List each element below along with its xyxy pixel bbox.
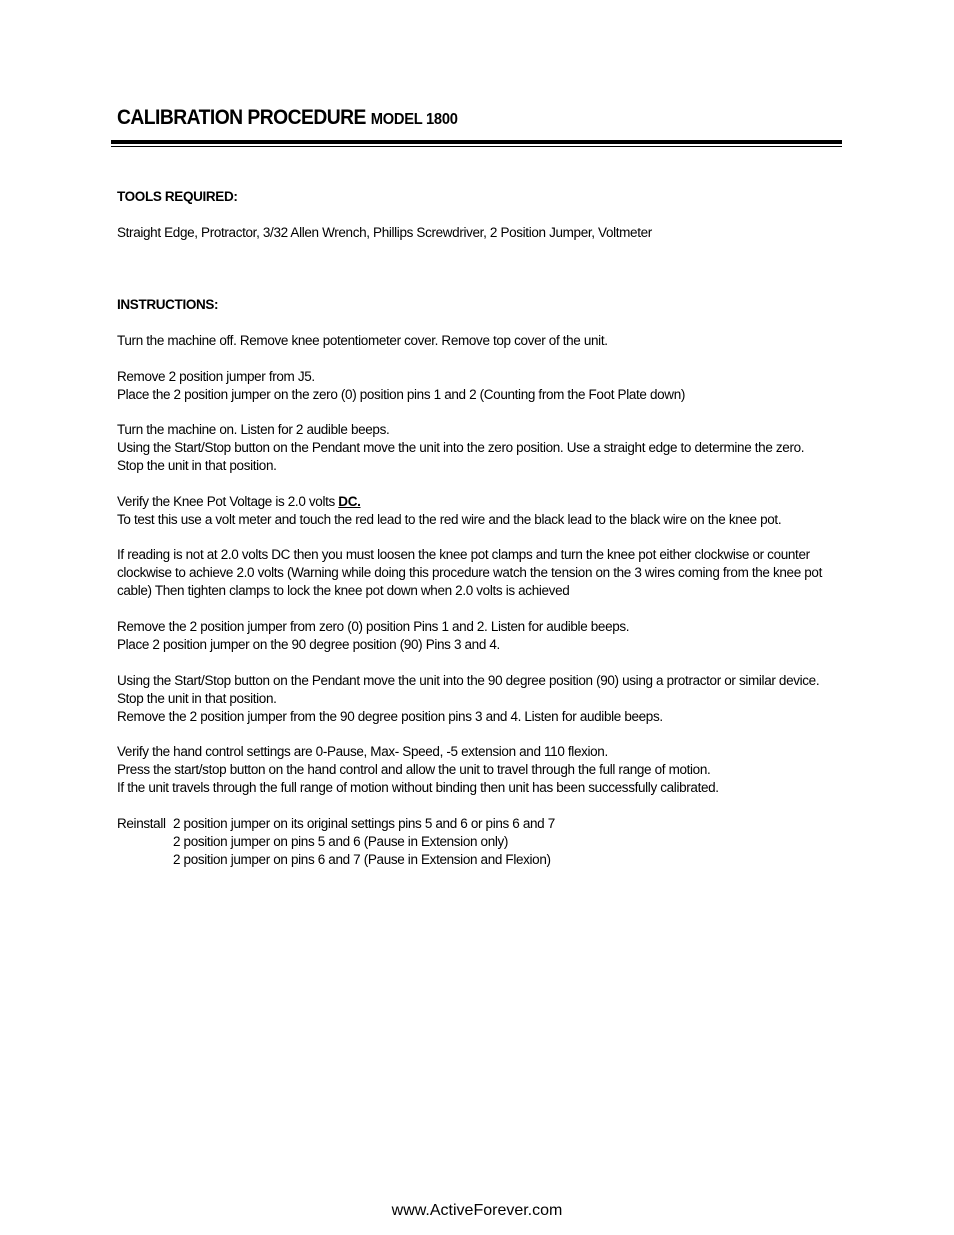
tools-heading: TOOLS REQUIRED:	[117, 189, 238, 204]
reinstall-line: 2 position jumper on pins 6 and 7 (Pause in Extension and Flexion)	[173, 852, 551, 867]
instruction-step-8	[117, 743, 719, 797]
reinstall-label: Reinstall	[117, 816, 166, 831]
footer-url: www.ActiveForever.com	[391, 1202, 563, 1219]
instruction-line: Stop the unit in that position.	[117, 458, 277, 473]
instruction-line: Verify the hand control settings are 0-Pause, Max- Speed, -5 extension and 110 flexion.	[117, 744, 608, 759]
instruction-line: Remove the 2 position jumper from the 90 degree position pins 3 and 4. Listen for audible beeps.	[117, 709, 663, 724]
header-rule-thick	[111, 140, 842, 144]
instruction-line: cable) Then tighten clamps to lock the knee pot down when 2.0 volts is achieved	[117, 583, 570, 598]
reinstall-line: 2 position jumper on pins 5 and 6 (Pause in Extension only)	[173, 834, 509, 849]
instruction-step-1	[117, 332, 608, 350]
instruction-line: Remove 2 position jumper from J5.	[117, 369, 315, 384]
page-title	[117, 104, 458, 134]
instruction-line: Using the Start/Stop button on the Pendant move the unit into the 90 degree position (90) using a protractor or similar device.	[117, 673, 820, 688]
instruction-line: Stop the unit in that position.	[117, 691, 277, 706]
instruction-step-7	[117, 672, 819, 726]
instruction-step-2	[117, 368, 685, 404]
tools-list	[117, 224, 652, 242]
instructions-heading: INSTRUCTIONS:	[117, 297, 219, 312]
dc-emphasis: DC.	[338, 494, 361, 509]
instruction-line: Remove the 2 position jumper from zero (0) position Pins 1 and 2. Listen for audible beeps.	[117, 619, 630, 634]
instruction-step-5	[117, 546, 822, 600]
voltage-text: Verify the Knee Pot Voltage is 2.0 volts	[117, 494, 339, 509]
instruction-line: To test this use a volt meter and touch the red lead to the red wire and the black lead to the black wire on the knee pot.	[117, 512, 782, 527]
instruction-line: If the unit travels through the full range of motion without binding then unit has been successfully calibrated.	[117, 780, 719, 795]
reinstall-block	[117, 815, 555, 869]
instruction-line: Place 2 position jumper on the 90 degree position (90) Pins 3 and 4.	[117, 637, 500, 652]
tools-list-text: Straight Edge, Protractor, 3/32 Allen Wrench, Phillips Screwdriver, 2 Position Jumper, Voltmeter	[117, 225, 652, 240]
instruction-step-4	[117, 493, 781, 529]
instruction-line: Turn the machine off. Remove knee potentiometer cover. Remove top cover of the unit.	[117, 333, 608, 348]
instruction-step-6	[117, 618, 629, 654]
reinstall-line	[117, 815, 555, 833]
instruction-line: clockwise to achieve 2.0 volts (Warning while doing this procedure watch the tension on the 3 wires coming from the knee pot	[117, 565, 822, 580]
title-main: CALIBRATION PROCEDURE	[117, 106, 366, 129]
instruction-line: Place the 2 position jumper on the zero (0) position pins 1 and 2 (Counting from the Foot Plate down)	[117, 387, 685, 402]
reinstall-text: 2 position jumper on its original settings pins 5 and 6 or pins 6 and 7	[173, 816, 555, 831]
title-model: MODEL 1800	[370, 111, 458, 128]
instruction-line	[117, 493, 781, 511]
instruction-step-3	[117, 421, 804, 475]
header-rule-thin	[111, 146, 842, 147]
instruction-line: If reading is not at 2.0 volts DC then you must loosen the knee pot clamps and turn the knee pot either clockwise or counter	[117, 547, 810, 562]
instruction-line: Using the Start/Stop button on the Pendant move the unit into the zero position. Use a straight edge to determine the zero.	[117, 440, 805, 455]
instruction-line: Press the start/stop button on the hand control and allow the unit to travel through the full range of motion.	[117, 762, 711, 777]
instruction-line: Turn the machine on. Listen for 2 audible beeps.	[117, 422, 390, 437]
